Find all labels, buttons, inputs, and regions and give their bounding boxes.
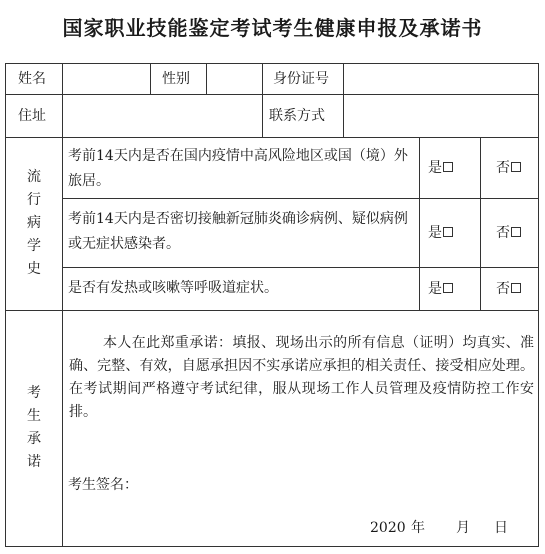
col-divider [62, 64, 63, 546]
contact-field[interactable] [344, 95, 536, 136]
pledge-label: 考 生 承 诺 [27, 385, 41, 470]
answer-yes-contact[interactable]: 是 [428, 225, 453, 241]
checkbox-icon[interactable] [443, 283, 453, 293]
row-divider [6, 310, 538, 311]
date-year: 2020 [370, 520, 406, 536]
date-year-unit: 年 [411, 520, 425, 536]
id-number-label: 身份证号 [273, 71, 329, 87]
col-divider [419, 137, 420, 310]
checkbox-icon[interactable] [443, 162, 453, 172]
answer-yes-symptoms[interactable]: 是 [428, 281, 453, 297]
signature-label: 考生签名： [68, 477, 138, 493]
checkbox-icon[interactable] [511, 227, 521, 237]
signature-field[interactable] [146, 470, 346, 498]
name-field[interactable] [63, 65, 149, 93]
checkbox-icon[interactable] [511, 162, 521, 172]
row-divider [62, 267, 538, 268]
date-day-unit: 日 [494, 520, 508, 536]
address-field[interactable] [63, 95, 261, 136]
answer-no-symptoms[interactable]: 否 [496, 281, 521, 297]
declaration-form [5, 63, 539, 547]
id-number-field[interactable] [344, 65, 536, 93]
question-travel: 考前14天内是否在国内疫情中高风险地区或国（境）外旅居。 [68, 148, 408, 189]
gender-label: 性别 [162, 71, 190, 87]
checkbox-icon[interactable] [443, 227, 453, 237]
answer-no-contact[interactable]: 否 [496, 225, 521, 241]
answer-no-travel[interactable]: 否 [496, 160, 521, 176]
row-divider [62, 198, 538, 199]
answer-yes-travel[interactable]: 是 [428, 160, 453, 176]
col-divider [480, 137, 481, 310]
question-contact: 考前14天内是否密切接触新冠肺炎确诊病例、疑似病例或无症状感染者。 [68, 211, 408, 252]
date-month-unit: 月 [456, 520, 470, 536]
page-title: 国家职业技能鉴定考试考生健康申报及承诺书 [62, 16, 483, 40]
address-label: 住址 [18, 108, 46, 124]
question-symptoms: 是否有发热或咳嗽等呼吸道症状。 [68, 280, 278, 296]
history-label: 流 行 病 学 史 [27, 169, 41, 277]
checkbox-icon[interactable] [511, 283, 521, 293]
contact-label: 联系方式 [269, 108, 325, 124]
col-divider [262, 64, 263, 137]
name-label: 姓名 [18, 71, 46, 87]
gender-field[interactable] [207, 65, 261, 93]
col-divider [150, 64, 151, 94]
row-divider [6, 137, 538, 138]
pledge-text: 本人在此郑重承诺：填报、现场出示的所有信息（证明）均真实、准确、完整、有效，自愿承担因不实承诺应承担的相关责任、接受相应处理。在考试期间严格遵守考试纪律，服从现场工作人员管理及疫情防控工作安排。 [69, 335, 534, 420]
